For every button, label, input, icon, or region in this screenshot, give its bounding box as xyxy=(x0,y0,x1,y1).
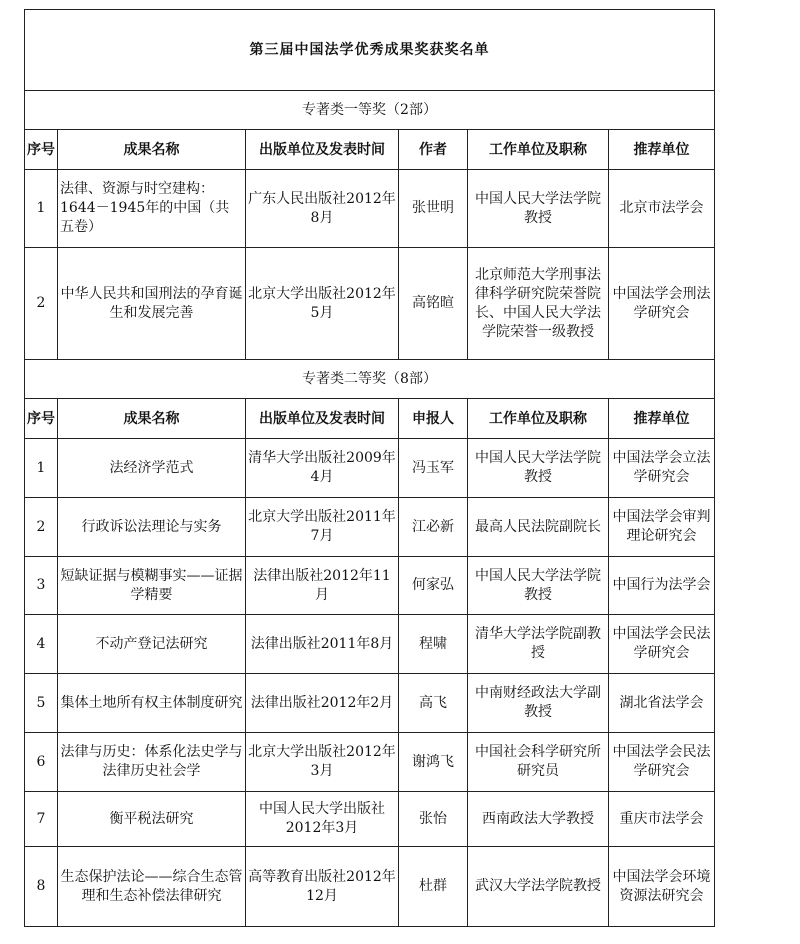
section-heading-first-prize: 专著类一等奖（2部） xyxy=(25,91,715,130)
row-number: 6 xyxy=(25,733,58,792)
publisher-date: 广东人民出版社2012年8月 xyxy=(246,170,399,248)
work-title: 不动产登记法研究 xyxy=(58,615,246,674)
recommender: 中国法学会刑法学研究会 xyxy=(609,248,715,360)
publisher-date: 法律出版社2012年2月 xyxy=(246,674,399,733)
work-unit: 中国人民大学法学院教授 xyxy=(468,439,609,498)
row-number: 1 xyxy=(25,170,58,248)
column-header-title: 成果名称 xyxy=(58,399,246,439)
applicant: 何家弘 xyxy=(399,557,468,615)
applicant: 江必新 xyxy=(399,498,468,557)
table-row xyxy=(25,792,715,847)
publisher-date: 清华大学出版社2009年4月 xyxy=(246,439,399,498)
applicant: 杜群 xyxy=(399,847,468,927)
work-unit: 西南政法大学教授 xyxy=(468,792,609,847)
work-title: 中华人民共和国刑法的孕育诞生和发展完善 xyxy=(58,248,246,360)
publisher-date: 北京大学出版社2012年5月 xyxy=(246,248,399,360)
author: 高铭暄 xyxy=(399,248,468,360)
column-header-recommender: 推荐单位 xyxy=(609,130,715,170)
row-number: 2 xyxy=(25,248,58,360)
work-unit: 中国社会科学研究所研究员 xyxy=(468,733,609,792)
column-header-number: 序号 xyxy=(25,130,58,170)
column-header-title: 成果名称 xyxy=(58,130,246,170)
table-row xyxy=(25,733,715,792)
table-row xyxy=(25,674,715,733)
work-title: 法经济学范式 xyxy=(58,439,246,498)
table-row xyxy=(25,615,715,674)
publisher-date: 高等教育出版社2012年12月 xyxy=(246,847,399,927)
publisher-date: 中国人民大学出版社2012年3月 xyxy=(246,792,399,847)
recommender: 中国法学会立法学研究会 xyxy=(609,439,715,498)
work-title: 法律、资源与时空建构：1644－1945年的中国（共五卷） xyxy=(58,170,246,248)
column-header-applicant: 申报人 xyxy=(399,399,468,439)
publisher-date: 北京大学出版社2011年7月 xyxy=(246,498,399,557)
applicant: 张怡 xyxy=(399,792,468,847)
table-row xyxy=(25,439,715,498)
recommender: 中国法学会审判理论研究会 xyxy=(609,498,715,557)
column-header-number: 序号 xyxy=(25,399,58,439)
publisher-date: 北京大学出版社2012年3月 xyxy=(246,733,399,792)
row-number: 8 xyxy=(25,847,58,927)
recommender: 中国法学会民法学研究会 xyxy=(609,615,715,674)
work-unit: 中南财经政法大学副教授 xyxy=(468,674,609,733)
column-header-author: 作者 xyxy=(399,130,468,170)
column-header-unit: 工作单位及职称 xyxy=(468,130,609,170)
row-number: 3 xyxy=(25,557,58,615)
recommender: 湖北省法学会 xyxy=(609,674,715,733)
applicant: 谢鸿飞 xyxy=(399,733,468,792)
section-heading-second-prize: 专著类二等奖（8部） xyxy=(25,360,715,399)
table-row xyxy=(25,248,715,360)
work-unit: 中国人民大学法学院教授 xyxy=(468,557,609,615)
work-title: 法律与历史：体系化法史学与法律历史社会学 xyxy=(58,733,246,792)
work-unit: 中国人民大学法学院教授 xyxy=(468,170,609,248)
work-unit: 最高人民法院副院长 xyxy=(468,498,609,557)
work-title: 集体土地所有权主体制度研究 xyxy=(58,674,246,733)
work-title: 衡平税法研究 xyxy=(58,792,246,847)
work-title: 行政诉讼法理论与实务 xyxy=(58,498,246,557)
table-header xyxy=(25,399,715,439)
applicant: 高飞 xyxy=(399,674,468,733)
column-header-unit: 工作单位及职称 xyxy=(468,399,609,439)
publisher-date: 法律出版社2011年8月 xyxy=(246,615,399,674)
row-number: 1 xyxy=(25,439,58,498)
recommender: 北京市法学会 xyxy=(609,170,715,248)
column-header-publisher: 出版单位及发表时间 xyxy=(246,130,399,170)
table-header xyxy=(25,130,715,170)
table-row xyxy=(25,170,715,248)
award-list-table xyxy=(24,9,715,927)
work-unit: 武汉大学法学院教授 xyxy=(468,847,609,927)
work-unit: 清华大学法学院副教授 xyxy=(468,615,609,674)
author: 张世明 xyxy=(399,170,468,248)
work-unit: 北京师范大学刑事法律科学研究院荣誉院长、中国人民大学法学院荣誉一级教授 xyxy=(468,248,609,360)
row-number: 4 xyxy=(25,615,58,674)
table-row xyxy=(25,847,715,927)
row-number: 2 xyxy=(25,498,58,557)
recommender: 中国行为法学会 xyxy=(609,557,715,615)
publisher-date: 法律出版社2012年11月 xyxy=(246,557,399,615)
table-row xyxy=(25,557,715,615)
work-title: 短缺证据与模糊事实——证据学精要 xyxy=(58,557,246,615)
column-header-recommender: 推荐单位 xyxy=(609,399,715,439)
row-number: 7 xyxy=(25,792,58,847)
column-header-publisher: 出版单位及发表时间 xyxy=(246,399,399,439)
applicant: 冯玉军 xyxy=(399,439,468,498)
work-title: 生态保护法论——综合生态管理和生态补偿法律研究 xyxy=(58,847,246,927)
recommender: 中国法学会环境资源法研究会 xyxy=(609,847,715,927)
table-row xyxy=(25,498,715,557)
recommender: 重庆市法学会 xyxy=(609,792,715,847)
recommender: 中国法学会民法学研究会 xyxy=(609,733,715,792)
page-title: 第三届中国法学优秀成果奖获奖名单 xyxy=(25,10,715,91)
row-number: 5 xyxy=(25,674,58,733)
applicant: 程啸 xyxy=(399,615,468,674)
